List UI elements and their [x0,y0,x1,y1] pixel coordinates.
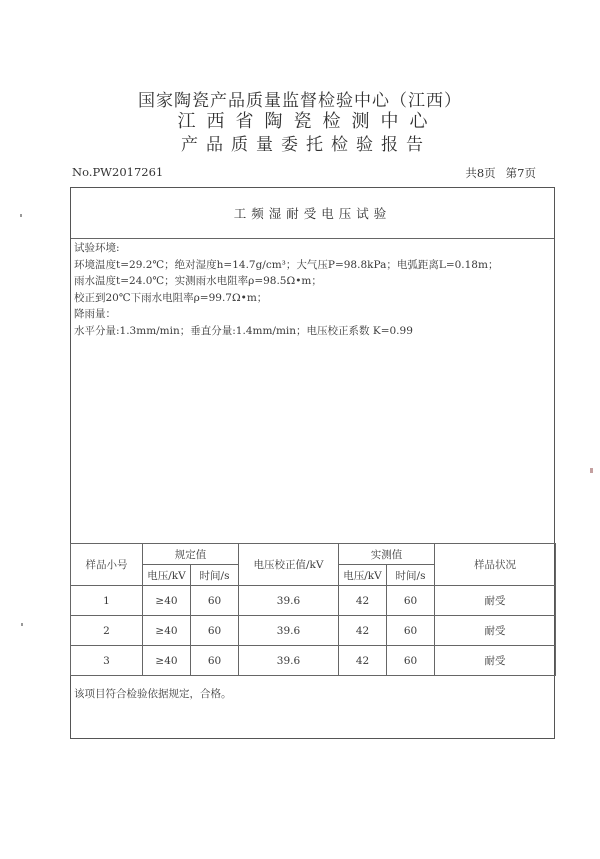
env-line-3: 校正到20℃下雨水电阻率ρ=99.7Ω•m； [74,291,268,304]
cell-meas-voltage: 42 [339,616,387,646]
header-spec-time: 时间/s [191,565,239,586]
cell-status: 耐受 [435,586,556,616]
header-sample-no: 样品小号 [71,544,143,586]
cell-spec-voltage: ≥40 [143,646,191,676]
cell-spec-time: 60 [191,616,239,646]
page-info [455,165,536,181]
env-line-1: 环境温度t=29.2℃；绝对湿度h=14.7g/cm³；大气压P=98.8kPa；电弧距离L=0.18m； [74,258,499,271]
table-row [71,616,556,646]
results-table [70,543,556,676]
cell-spec-time: 60 [191,586,239,616]
cell-status: 耐受 [435,616,556,646]
cell-status: 耐受 [435,646,556,676]
env-line-2: 雨水温度t=24.0℃；实测雨水电阻率ρ=98.5Ω•m； [74,275,322,288]
scan-speck [21,623,23,626]
scan-speck [20,214,22,217]
cell-meas-time: 60 [387,616,435,646]
table-row [71,646,556,676]
env-label: 试验环境: [74,242,120,254]
header-status: 样品状况 [435,544,556,586]
test-title: 工频湿耐受电压试验 [71,188,554,239]
cell-corrected: 39.6 [239,586,339,616]
report-frame [70,187,555,739]
cell-corrected: 39.6 [239,646,339,676]
cell-meas-voltage: 42 [339,586,387,616]
cell-meas-time: 60 [387,646,435,676]
table-row [71,586,556,616]
page-current: 第7页 [505,166,536,180]
cell-sample-no: 1 [71,586,143,616]
header-measured: 实测值 [339,544,435,565]
header-specified: 规定值 [143,544,239,565]
report-title: 产品质量委托检验报告 [181,135,431,155]
rain-label: 降雨量： [74,308,116,321]
cell-corrected: 39.6 [239,616,339,646]
cell-spec-time: 60 [191,646,239,676]
conclusion-text: 该项目符合检验依据规定，合格。 [74,688,232,700]
scan-speck [590,468,593,473]
header-meas-time: 时间/s [387,565,435,586]
cell-spec-voltage: ≥40 [143,616,191,646]
header-spec-voltage: 电压/kV [143,565,191,586]
header-meas-voltage: 电压/kV [339,565,387,586]
header-corrected-voltage: 电压校正值/kV [239,544,339,586]
cell-sample-no: 3 [71,646,143,676]
cell-spec-voltage: ≥40 [143,586,191,616]
cell-meas-time: 60 [387,586,435,616]
page-total: 共8页 [465,166,496,180]
institution-name: 国家陶瓷产品质量监督检验中心（江西） [138,91,462,111]
report-number: No.PW2017261 [72,165,164,179]
test-conditions [74,240,552,340]
cell-meas-voltage: 42 [339,646,387,676]
center-name: 江西省陶瓷检测中心 [177,111,439,132]
rain-line: 水平分量:1.3mm/min；垂直分量:1.4mm/min；电压校正系数 K=0.99 [74,324,413,337]
cell-sample-no: 2 [71,616,143,646]
